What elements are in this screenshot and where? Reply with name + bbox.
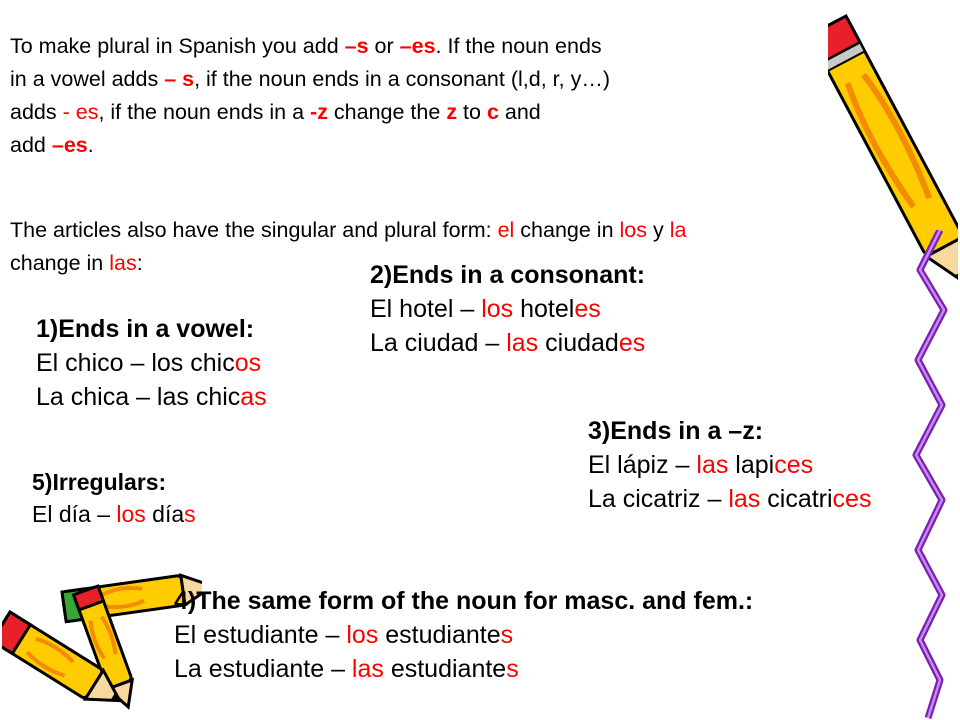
highlighted-text: los [116, 501, 146, 527]
section-heading: 1)Ends in a vowel: [36, 315, 255, 343]
text-line [588, 448, 871, 482]
intro-paragraph [10, 30, 610, 162]
section-irregulars [32, 466, 196, 530]
highlighted-text: los [481, 295, 514, 323]
text-run: To make plural in Spanish you add [10, 34, 345, 58]
highlighted-text: las [696, 451, 729, 479]
highlighted-text: el [497, 218, 515, 242]
text-run: , if the noun ends in a consonant (l,d, r, y…) [194, 67, 610, 91]
highlighted-text: las [351, 655, 384, 683]
text-line [10, 96, 610, 129]
text-run: adds [10, 100, 63, 124]
highlighted-text: las [728, 485, 761, 513]
text-run: El estudiante – [174, 621, 347, 649]
section-ends-in-z [588, 414, 871, 516]
text-run: change the [327, 100, 447, 124]
text-line [10, 214, 686, 247]
text-run: El lápiz – [588, 451, 697, 479]
text-line [174, 652, 753, 686]
text-line [174, 618, 753, 652]
text-run: The articles also have the singular and plural form: [10, 218, 498, 242]
text-run: día [145, 501, 185, 527]
highlighted-text: los [346, 621, 379, 649]
text-run: to [457, 100, 487, 124]
text-run: estudiante [383, 655, 507, 683]
highlighted-text: es [618, 329, 646, 357]
highlighted-text: s [500, 621, 514, 649]
text-line [370, 292, 645, 326]
text-run: add [10, 133, 52, 157]
text-run: : [136, 251, 143, 275]
text-run: and [498, 100, 541, 124]
highlighted-text: c [486, 100, 499, 124]
section-heading: 3)Ends in a –z: [588, 417, 764, 445]
highlighted-text: - es [62, 100, 99, 124]
section-same-form [174, 584, 753, 686]
highlighted-text: s [506, 655, 519, 683]
section-ends-in-vowel [36, 312, 267, 414]
text-run: cicatri [760, 485, 833, 513]
highlighted-text: os [234, 349, 262, 377]
text-run: La cicatriz – [588, 485, 729, 513]
pencils-clipart-icon [2, 572, 202, 718]
text-run: El chico – los chic [36, 349, 235, 377]
highlighted-text: los [619, 218, 648, 242]
text-line [36, 346, 267, 380]
text-run: in a vowel adds [10, 67, 165, 91]
highlighted-text: ces [832, 485, 872, 513]
text-run: change in [514, 218, 620, 242]
text-line [588, 482, 871, 516]
highlighted-text: las [506, 329, 539, 357]
text-line [10, 129, 610, 162]
highlighted-text: as [240, 383, 267, 411]
section-heading: 4)The same form of the noun for masc. and fem.: [174, 587, 754, 615]
text-run: La chica – las chic [36, 383, 241, 411]
text-run: La ciudad – [370, 329, 507, 357]
text-run: estudiante [378, 621, 501, 649]
highlighted-text: –s [344, 34, 369, 58]
section-examples [32, 498, 196, 530]
text-line [370, 326, 645, 360]
section-examples [370, 292, 645, 360]
highlighted-text: – s [164, 67, 195, 91]
section-ends-in-consonant [370, 258, 645, 360]
highlighted-text: la [669, 218, 687, 242]
text-line [36, 380, 267, 414]
section-examples [588, 448, 871, 516]
text-run: change in [10, 251, 110, 275]
highlighted-text: s [184, 501, 196, 527]
text-line [10, 63, 610, 96]
text-run: El día – [32, 501, 117, 527]
section-examples [36, 346, 267, 414]
text-line [32, 498, 196, 530]
text-line [10, 30, 610, 63]
section-heading: 5)Irregulars: [32, 469, 167, 495]
text-run: y [647, 218, 670, 242]
highlighted-text: –es [51, 133, 88, 157]
text-run: lapi [728, 451, 775, 479]
text-run: or [368, 34, 400, 58]
text-run: , if the noun ends in a [98, 100, 311, 124]
highlighted-text: las [109, 251, 137, 275]
highlighted-text: –es [399, 34, 436, 58]
wavy-line-decoration [900, 230, 958, 720]
highlighted-text: ces [774, 451, 814, 479]
text-run: El hotel – [370, 295, 482, 323]
text-run: ciudad [538, 329, 619, 357]
text-run: . [87, 133, 94, 157]
highlighted-text: es [574, 295, 601, 323]
highlighted-text: -z [310, 100, 328, 124]
text-run: hotel [513, 295, 575, 323]
section-heading: 2)Ends in a consonant: [370, 261, 646, 289]
text-run: La estudiante – [174, 655, 352, 683]
section-examples [174, 618, 753, 686]
text-run: . If the noun ends [435, 34, 602, 58]
highlighted-text: z [446, 100, 458, 124]
